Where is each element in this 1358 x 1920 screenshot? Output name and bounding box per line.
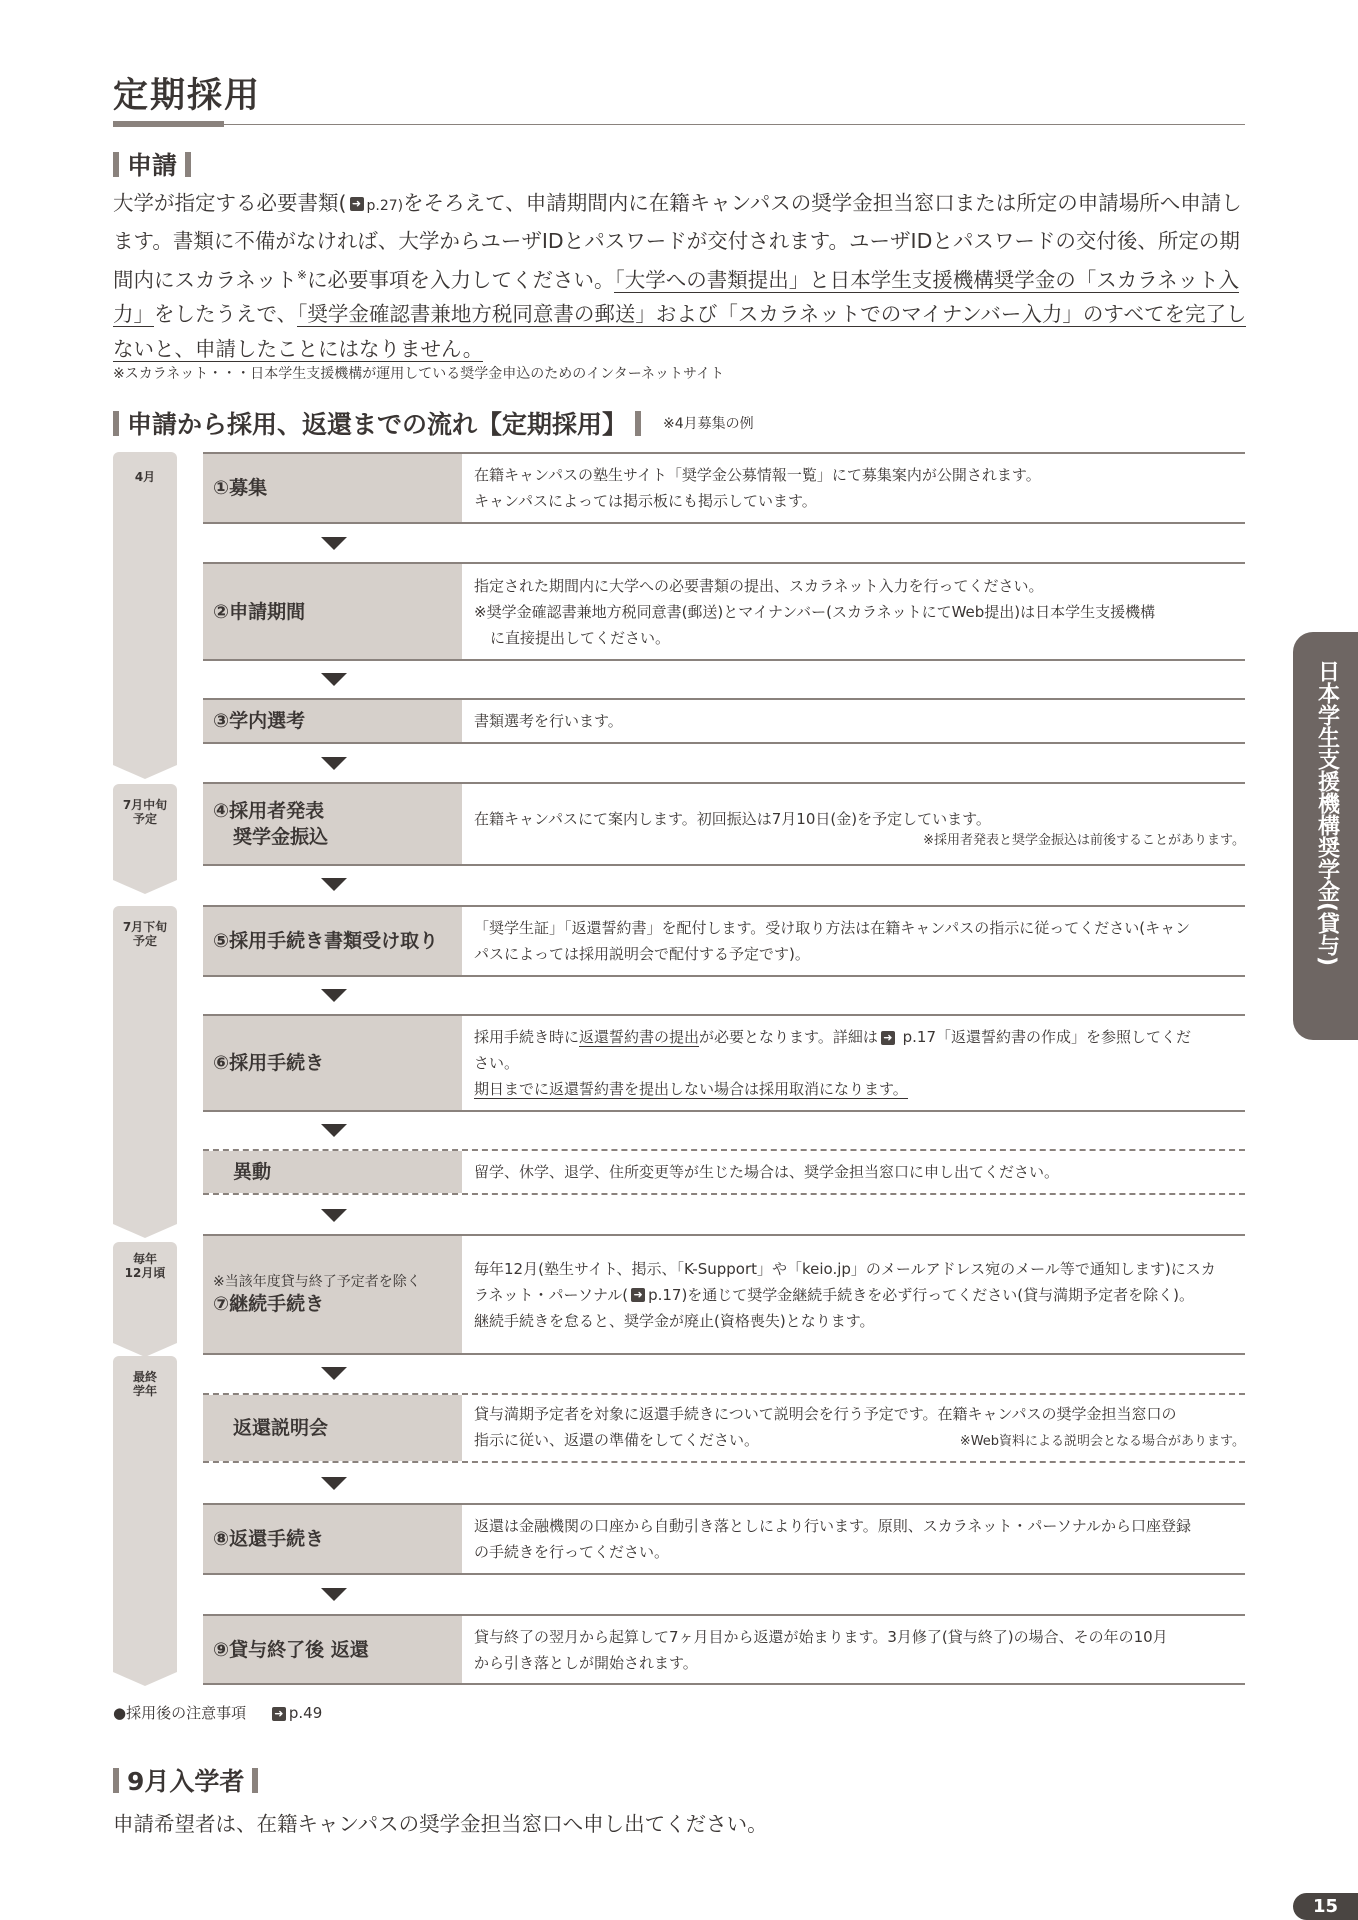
flow-step bbox=[203, 562, 1245, 661]
step-desc-line: 毎年12月(塾生サイト、掲示、「K-Support」や「keio.jp」のメールアドレス宛のメール等で通知します)にスカ bbox=[474, 1259, 1216, 1278]
period-pill bbox=[113, 452, 177, 765]
section-heading-september bbox=[113, 1762, 266, 1798]
step-label: ⑧返還手続き bbox=[203, 1505, 462, 1573]
intro-paragraph bbox=[113, 186, 1248, 366]
intro-text-1: 大学が指定する必要書類( bbox=[113, 191, 347, 215]
intro-text-2: をそろえて、申請期間内に在籍キャンパスの奨学金担当窓口または所定の申請場所へ申請します。書類に不備がなければ、大学からユーザIDとパスワードが交付されます。ユーザIDとパスワードの交付後、所定の期間内にスカラネット bbox=[113, 191, 1242, 292]
step-desc-line: キャンパスによっては掲示板にも掲示しています。 bbox=[474, 492, 817, 510]
step-label: ⑤採用手続き書類受け取り bbox=[203, 907, 462, 975]
step-desc-row bbox=[474, 1427, 1245, 1455]
step-desc bbox=[462, 1505, 1245, 1573]
heading-bar-left bbox=[113, 152, 119, 177]
section-heading-september-text: 9月入学者 bbox=[127, 1767, 245, 1796]
intro-mark: ※ bbox=[296, 268, 307, 282]
flow-arrow-icon bbox=[321, 1124, 347, 1137]
period-pill bbox=[113, 906, 177, 1224]
step-label: ③学内選考 bbox=[203, 700, 462, 742]
step-desc-text: p.17)を通じて奨学金継続手続きを必ず行ってください(貸与満期予定者を除く)。 bbox=[648, 1285, 1194, 1304]
step-desc-line bbox=[474, 1282, 1233, 1308]
flow-step bbox=[203, 1393, 1245, 1463]
step-desc-line: 貸与終了の翌月から起算して7ヶ月目から返還が始まります。3月修了(貸与終了)の場合、その年の10月 bbox=[474, 1627, 1168, 1646]
arrow-right-icon: ➜ bbox=[350, 197, 364, 211]
step-desc-line: 貸与満期予定者を対象に返還手続きについて説明会を行う予定です。在籍キャンパスの奨学金担当窓口の bbox=[474, 1405, 1177, 1423]
heading-bar-right bbox=[635, 411, 641, 436]
step-desc-line: から引き落としが開始されます。 bbox=[474, 1653, 698, 1672]
intro-underline-1: 「大学への書類提出」と日本学生支援機構奨学金の「スカラネット入力」 bbox=[113, 267, 1240, 327]
step-label-sub: ※当該年度貸与終了予定者を除く bbox=[213, 1273, 421, 1290]
step-desc-line: さい。 bbox=[474, 1054, 520, 1072]
step-label: ①募集 bbox=[203, 454, 462, 522]
after-note bbox=[113, 1702, 322, 1723]
step-desc-line: 在籍キャンパスの塾生サイト「奨学金公募情報一覧」にて募集案内が公開されます。 bbox=[474, 466, 1041, 484]
arrow-right-icon: ➜ bbox=[881, 1031, 895, 1045]
flow-arrow-icon bbox=[321, 1477, 347, 1490]
step-desc bbox=[462, 907, 1245, 975]
period-pill bbox=[113, 1356, 177, 1672]
period-label: 最終 学年 bbox=[132, 1370, 157, 1398]
step-desc-text: 採用手続き時に bbox=[474, 1028, 580, 1046]
intro-text-4: をしたうえで、 bbox=[154, 302, 298, 327]
step-desc-underline: 期日までに返還誓約書を提出しない場合は採用取消になります。 bbox=[474, 1080, 908, 1098]
step-desc-line: パスによっては採用説明会で配付する予定です)。 bbox=[474, 945, 810, 963]
title-rule bbox=[113, 124, 1245, 125]
after-note-text: ●採用後の注意事項 bbox=[113, 1704, 247, 1722]
step-label: ②申請期間 bbox=[203, 564, 462, 659]
step-note: ※採用者発表と奨学金振込は前後することがあります。 bbox=[923, 833, 1245, 848]
step-desc bbox=[462, 700, 1245, 742]
step-desc-line: 「奨学生証」「返還誓約書」を配付します。受け取り方法は在籍キャンパスの指示に従ってください(キャン bbox=[474, 919, 1191, 937]
flow-step bbox=[203, 1014, 1245, 1112]
flow-arrow-icon bbox=[321, 1588, 347, 1601]
arrow-right-icon: ➜ bbox=[272, 1707, 286, 1721]
period-label: 7月下旬 予定 bbox=[122, 920, 168, 948]
step-desc-line: 指定された期間内に大学への必要書類の提出、スカラネット入力を行ってください。 bbox=[474, 576, 1044, 595]
step-desc-line: 在籍キャンパスにて案内します。初回振込は7月10日(金)を予定しています。 bbox=[474, 810, 991, 828]
flow-arrow-icon bbox=[321, 673, 347, 686]
section-heading-flow bbox=[113, 405, 754, 441]
page-number: 15 bbox=[1293, 1893, 1358, 1920]
flow-arrow-icon bbox=[321, 989, 347, 1002]
step-desc-line: の手続きを行ってください。 bbox=[474, 1543, 670, 1561]
step-label bbox=[203, 1236, 462, 1353]
step-desc-line: 留学、休学、退学、住所変更等が生じた場合は、奨学金担当窓口に申し出てください。 bbox=[474, 1163, 1060, 1181]
step-desc bbox=[462, 1395, 1245, 1461]
step-label: ⑥採用手続き bbox=[203, 1016, 462, 1110]
step-desc-text: ラネット・パーソナル( bbox=[474, 1285, 629, 1304]
step-desc bbox=[462, 1016, 1245, 1110]
flow-step bbox=[203, 698, 1245, 744]
period-label: 4月 bbox=[134, 470, 156, 484]
side-tab bbox=[1293, 632, 1358, 1040]
september-text: 申請希望者は、在籍キャンパスの奨学金担当窓口へ申し出てください。 bbox=[113, 1812, 768, 1836]
step-desc-line: に直接提出してください。 bbox=[490, 628, 671, 647]
footnote: ※スカラネット・・・日本学生支援機構が運用している奨学金申込のためのインターネットサイト bbox=[113, 366, 725, 382]
step-label bbox=[203, 784, 462, 864]
step-desc-line: 書類選考を行います。 bbox=[474, 712, 623, 730]
period-pill bbox=[113, 784, 177, 880]
step-label: ⑨貸与終了後 返還 bbox=[203, 1616, 462, 1683]
step-desc-line: 指示に従い、返還の準備をしてください。 bbox=[474, 1431, 760, 1449]
step-label: 異動 bbox=[203, 1151, 462, 1193]
title-rule-accent bbox=[113, 121, 224, 127]
flow-arrow-icon bbox=[321, 757, 347, 770]
flow-arrow-icon bbox=[321, 537, 347, 550]
step-desc bbox=[462, 1616, 1245, 1683]
step-desc-underline: 返還誓約書の提出 bbox=[579, 1028, 700, 1046]
step-desc bbox=[462, 1151, 1245, 1193]
section-heading-apply bbox=[113, 146, 199, 182]
step-note: ※Web資料による説明会となる場合があります。 bbox=[959, 1434, 1245, 1449]
intro-underline-2: 「奨学金確認書兼地方税同意書の郵送」および「スカラネットでのマイナンバー入力」のすべてを完了しないと、申請したことにはなりません。 bbox=[113, 302, 1247, 361]
flow-step bbox=[203, 1149, 1245, 1195]
flow-arrow-icon bbox=[321, 878, 347, 891]
flow-step bbox=[203, 1503, 1245, 1575]
step-desc-line: ※奨学金確認書兼地方税同意書(郵送)とマイナンバー(スカラネットにてWeb提出)は日本学生支援機構 bbox=[474, 602, 1156, 621]
step-desc-text: が必要となります。詳細は bbox=[699, 1028, 878, 1046]
flow-arrow-icon bbox=[321, 1209, 347, 1222]
arrow-right-icon: ➜ bbox=[631, 1288, 645, 1302]
step-desc bbox=[462, 784, 1245, 864]
heading-bar-left bbox=[113, 411, 119, 436]
step-desc-line: 継続手続きを怠ると、奨学金が廃止(資格喪失)となります。 bbox=[474, 1311, 875, 1330]
after-note-ref-link[interactable]: p.49 bbox=[288, 1704, 323, 1722]
step-desc-line bbox=[474, 1024, 1233, 1050]
heading-bar-right bbox=[185, 152, 191, 177]
step-desc bbox=[462, 564, 1245, 659]
flow-step bbox=[203, 782, 1245, 866]
intro-ref-link[interactable]: p.27) bbox=[366, 198, 404, 214]
period-label: 毎年 12月頃 bbox=[124, 1252, 166, 1280]
page-title: 定期採用 bbox=[113, 76, 262, 116]
flow-arrow-icon bbox=[321, 1367, 347, 1380]
flow-step bbox=[203, 452, 1245, 524]
step-desc-line bbox=[474, 1076, 1233, 1102]
period-label: 7月中旬 予定 bbox=[122, 798, 168, 826]
step-desc bbox=[462, 1236, 1245, 1353]
step-desc-ref-link[interactable]: p.17「返還誓約書の作成」を参照してくだ bbox=[897, 1028, 1191, 1046]
step-desc-line: 返還は金融機関の口座から自動引き落としにより行います。原則、スカラネット・パーソナルから口座登録 bbox=[474, 1517, 1192, 1535]
section-heading-apply-text: 申請 bbox=[127, 151, 178, 180]
step-label-line: 奨学金振込 bbox=[233, 826, 329, 848]
heading-bar-left bbox=[113, 1768, 119, 1793]
step-label-line: ⑦継続手続き bbox=[213, 1292, 325, 1315]
section-heading-flow-note: ※4月募集の例 bbox=[663, 416, 754, 432]
step-label: 返還説明会 bbox=[203, 1395, 462, 1461]
step-desc bbox=[462, 454, 1245, 522]
side-tab-label: 日本学生支援機構奨学金(貸与) bbox=[1314, 660, 1340, 967]
flow-step bbox=[203, 1614, 1245, 1685]
step-label-line: ④採用者発表 bbox=[213, 800, 325, 822]
period-pill bbox=[113, 1242, 177, 1343]
flow-step bbox=[203, 905, 1245, 977]
flow-step bbox=[203, 1234, 1245, 1355]
intro-text-3: に必要事項を入力してください。 bbox=[306, 267, 615, 292]
section-heading-flow-text: 申請から採用、返還までの流れ【定期採用】 bbox=[127, 410, 628, 439]
heading-bar-right bbox=[252, 1768, 258, 1793]
